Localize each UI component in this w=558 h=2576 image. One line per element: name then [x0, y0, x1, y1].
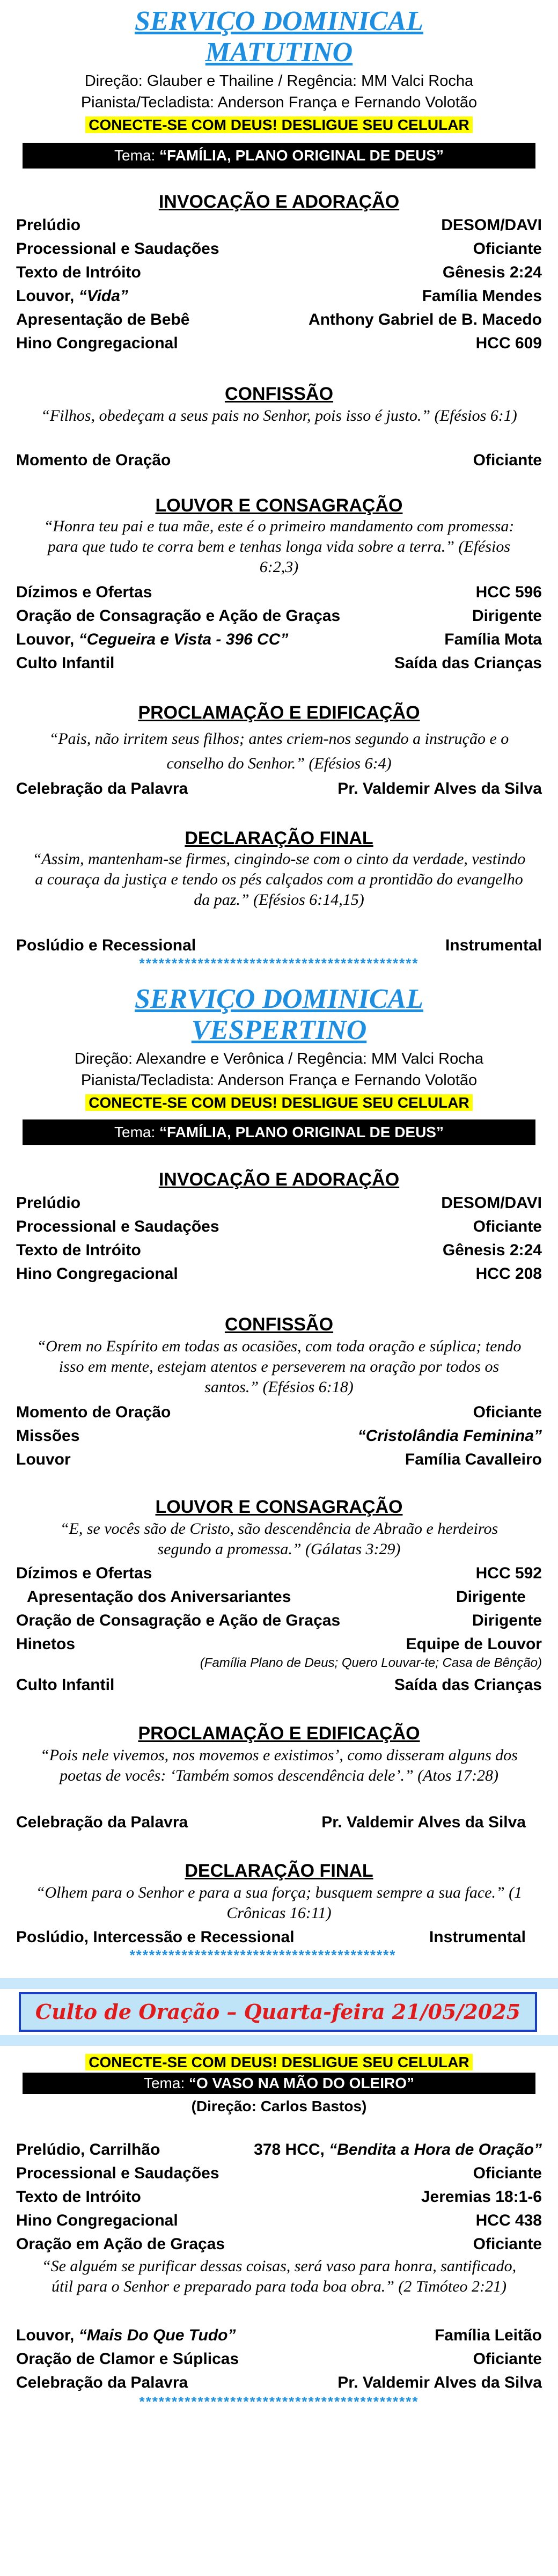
evening-s2-quote: “Orem no Espírito em todas as ocasiões, com toda oração e súplica; tendo isso em mente, estejam atentos e perseverem na oração por todos os santos.” (Efésios 6:18) — [36, 1337, 522, 1396]
row-label: Poslúdio e Recessional — [16, 936, 196, 954]
row-label: Celebração da Palavra — [16, 1813, 188, 1831]
program-row — [16, 308, 542, 332]
morning-direction: Direção: Glauber e Thailine / Regência: MM Valci Rocha — [84, 72, 474, 90]
row-label: Processional e Saudações — [16, 240, 219, 258]
row-value: Gênesis 2:24 — [442, 1241, 542, 1259]
program-row — [16, 1401, 542, 1424]
row-label: Prelúdio, Carrilhão — [16, 2141, 160, 2158]
evening-theme: “FAMÍLIA, PLANO ORIGINAL DE DEUS” — [159, 1124, 444, 1140]
row-value: HCC 208 — [475, 1265, 542, 1283]
row-label: Louvor — [16, 1451, 71, 1468]
row-value-wrap — [254, 2138, 542, 2162]
morning-connect-notice: CONECTE-SE COM DEUS! DESLIGUE SEU CELULAR — [85, 116, 472, 133]
evening-direction: Direção: Alexandre e Verônica / Regência: MM Valci Rocha — [75, 1050, 483, 1067]
program-row — [16, 2233, 542, 2256]
program-row — [16, 2185, 542, 2209]
star-divider: ******************************************* — [139, 2394, 419, 2410]
row-label: Celebração da Palavra — [16, 2374, 188, 2391]
evening-theme-banner — [23, 1119, 535, 1145]
evening-s1-title: INVOCAÇÃO E ADORAÇÃO — [158, 1169, 400, 1190]
evening-s4-title: PROCLAMAÇÃO E EDIFICAÇÃO — [138, 1723, 420, 1744]
program-row — [16, 237, 542, 261]
morning-s5-title: DECLARAÇÃO FINAL — [185, 828, 373, 848]
morning-theme-label: Tema: — [114, 147, 156, 164]
row-value: Dirigente — [472, 1612, 542, 1629]
row-value: Família Mota — [444, 631, 542, 648]
row-label: Texto de Intróito — [16, 2188, 141, 2206]
row-value: Oficiante — [473, 2164, 542, 2182]
row-label: Oração em Ação de Graças — [16, 2235, 225, 2253]
star-divider: ***************************************** — [129, 1947, 397, 1963]
hinetos-note: (Família Plano de Deus; Quero Louvar-te; Casa de Bênção) — [200, 1656, 542, 1670]
row-value: HCC 438 — [475, 2212, 542, 2229]
morning-theme-banner — [23, 143, 535, 169]
prayer-theme-label: Tema: — [143, 2075, 185, 2091]
row-label-wrap — [16, 628, 288, 652]
evening-title-line2: VESPERTINO — [191, 1015, 367, 1045]
row-value: “Cristolândia Feminina” — [357, 1427, 542, 1445]
program-row — [16, 2162, 542, 2185]
row-value: Oficiante — [473, 1218, 542, 1235]
row-label: Hino Congregacional — [16, 1265, 178, 1283]
evening-s3-title: LOUVOR E CONSAGRAÇÃO — [155, 1497, 403, 1517]
program-row — [16, 2324, 542, 2347]
evening-connect-wrap — [0, 1092, 558, 1114]
row-value: Oficiante — [473, 1403, 542, 1421]
row-value: Oficiante — [473, 2235, 542, 2253]
section-separator — [0, 1978, 558, 1989]
evening-connect-notice: CONECTE-SE COM DEUS! DESLIGUE SEU CELULAR — [85, 1094, 472, 1111]
row-value: HCC 592 — [475, 1564, 542, 1582]
row-value: Saída das Crianças — [394, 1676, 542, 1694]
morning-s1-title: INVOCAÇÃO E ADORAÇÃO — [158, 192, 400, 212]
row-value: Pr. Valdemir Alves da Silva — [321, 1813, 526, 1831]
prayer-service-title: Culto de Oração – Quarta-feira 21/05/2025 — [19, 1992, 537, 2032]
evening-s5-quote: “Olhem para o Senhor e para a sua força; busquem sempre a sua face.” (1 Crônicas 16:11) — [35, 1884, 523, 1922]
row-value: Pr. Valdemir Alves da Silva — [337, 2374, 542, 2391]
program-row — [16, 2371, 542, 2395]
row-value: Saída das Crianças — [394, 654, 542, 672]
morning-s5-quote: “Assim, mantenham-se firmes, cingindo-se com o cinto da verdade, vestindo a couraça da justiça e tendo os pés calçados com a prontidão do evangelho da paz.” (Efésios 6:14,15) — [32, 850, 526, 909]
program-row — [16, 1215, 542, 1239]
row-value: Família Mendes — [422, 287, 542, 305]
row-value: Jeremias 18:1-6 — [421, 2188, 542, 2206]
row-value: Equipe de Louvor — [406, 1635, 542, 1653]
row-label: Dízimos e Ofertas — [16, 583, 152, 601]
row-label: Oração de Clamor e Súplicas — [16, 2350, 239, 2368]
song-title: “Vida” — [78, 287, 128, 305]
program-row — [16, 2138, 542, 2162]
morning-s4-title: PROCLAMAÇÃO E EDIFICAÇÃO — [138, 702, 420, 723]
program-row — [16, 652, 542, 675]
row-value: Oficiante — [473, 451, 542, 469]
program-row — [16, 1262, 542, 1286]
evening-s4-quote: “Pois nele vivemos, nos movemos e existimos’, como disseram alguns dos poetas de vocês: ‘Também somos descendência dele’.” (Atos 17:28) — [40, 1746, 518, 1784]
program-row — [16, 261, 542, 284]
row-label: Missões — [16, 1427, 80, 1445]
morning-title-line2: MATUTINO — [205, 37, 353, 68]
hinetos-note-row — [16, 1654, 542, 1672]
row-value: HCC 609 — [475, 334, 542, 352]
prayer-quote: “Se alguém se purificar dessas coisas, será vaso para honra, santificado, útil para o Senhor e preparado para toda boa obra.” (2 Timóteo 2:21) — [41, 2257, 517, 2295]
row-value: Família Leitão — [434, 2326, 542, 2344]
evening-pianists: Pianista/Tecladista: Anderson França e Fernando Volotão — [80, 1072, 478, 1089]
program-row — [16, 1448, 542, 1472]
row-label: Celebração da Palavra — [16, 780, 188, 797]
prayer-direction: (Direção: Carlos Bastos) — [191, 2098, 367, 2114]
program-row — [16, 1424, 542, 1448]
program-row — [16, 1633, 542, 1656]
row-label: Louvor, — [16, 2326, 75, 2344]
morning-s3-title: LOUVOR E CONSAGRAÇÃO — [155, 495, 403, 516]
row-value: DESOM/DAVI — [441, 216, 542, 234]
morning-connect-wrap — [0, 114, 558, 136]
row-label: Texto de Intróito — [16, 264, 141, 281]
program-row — [16, 581, 542, 604]
row-label-wrap — [16, 284, 128, 308]
row-label: Culto Infantil — [16, 1676, 115, 1694]
section-separator — [0, 2035, 558, 2046]
row-label: Momento de Oração — [16, 451, 171, 469]
row-label: Hino Congregacional — [16, 334, 178, 352]
hymn-number: 378 HCC, — [254, 2141, 325, 2158]
row-value: Família Cavalleiro — [405, 1451, 542, 1468]
prayer-theme: “O VASO NA MÃO DO OLEIRO” — [189, 2075, 415, 2091]
row-value: Oficiante — [473, 2350, 542, 2368]
row-label: Hino Congregacional — [16, 2212, 178, 2229]
program-row — [16, 1585, 542, 1609]
star-divider: ******************************************* — [139, 955, 419, 971]
morning-title-line1: SERVIÇO DOMINICAL — [134, 6, 423, 36]
program-row — [16, 284, 542, 308]
evening-theme-label: Tema: — [114, 1124, 156, 1140]
evening-s3-quote: “E, se vocês são de Cristo, são descendência de Abraão e herdeiros segundo a promessa.” (Gálatas 3:29) — [60, 1520, 498, 1558]
row-label: Louvor, — [16, 631, 75, 648]
morning-s4-quote: “Pais, não irritem seus filhos; antes criem-nos segundo a instrução e o conselho do Senhor.” (Efésios 6:4) — [49, 730, 509, 772]
row-label: Oração de Consagração e Ação de Graças — [16, 1612, 341, 1629]
program-row — [16, 1562, 542, 1585]
row-value: DESOM/DAVI — [441, 1194, 542, 1212]
evening-s2-title: CONFISSÃO — [224, 1314, 334, 1335]
hymn-title: “Bendita a Hora de Oração” — [329, 2141, 542, 2158]
program-row — [16, 332, 542, 355]
morning-s2-title: CONFISSÃO — [224, 384, 334, 404]
prayer-connect-notice: CONECTE-SE COM DEUS! DESLIGUE SEU CELULAR — [85, 2054, 472, 2070]
row-value: Instrumental — [445, 936, 542, 954]
row-value: Oficiante — [473, 240, 542, 258]
morning-theme: “FAMÍLIA, PLANO ORIGINAL DE DEUS” — [159, 147, 444, 164]
program-row — [16, 449, 542, 472]
row-label: Texto de Intróito — [16, 1241, 141, 1259]
row-label: Processional e Saudações — [16, 2164, 219, 2182]
morning-s3-quote: “Honra teu pai e tua mãe, este é o primeiro mandamento com promessa: para que tudo te corra bem e tenhas longa vida sobre a terra.” (Efésios 6:2,3) — [43, 517, 515, 576]
row-label: Apresentação dos Aniversariantes — [27, 1588, 291, 1606]
evening-s5-title: DECLARAÇÃO FINAL — [185, 1861, 373, 1881]
row-label: Momento de Oração — [16, 1403, 171, 1421]
program-row — [16, 934, 542, 957]
song-title: “Mais Do Que Tudo” — [78, 2326, 236, 2344]
row-value: Pr. Valdemir Alves da Silva — [337, 780, 542, 797]
row-label: Dízimos e Ofertas — [16, 1564, 152, 1582]
morning-s2-quote: “Filhos, obedeçam a seus pais no Senhor, pois isso é justo.” (Efésios 6:1) — [41, 407, 517, 425]
row-label: Poslúdio, Intercessão e Recessional — [16, 1928, 295, 1946]
program-row — [16, 1811, 542, 1834]
row-label: Culto Infantil — [16, 654, 115, 672]
prayer-connect-wrap — [0, 2051, 558, 2074]
program-row — [16, 214, 542, 237]
program-row — [16, 628, 542, 652]
row-label-wrap — [16, 2324, 236, 2347]
row-value: HCC 596 — [475, 583, 542, 601]
row-value: Dirigente — [472, 607, 542, 625]
program-row — [16, 2347, 542, 2371]
program-row — [16, 777, 542, 801]
program-row — [16, 2209, 542, 2233]
prayer-theme-banner — [23, 2073, 535, 2094]
row-label: Processional e Saudações — [16, 1218, 219, 1235]
evening-title-line1: SERVIÇO DOMINICAL — [134, 984, 423, 1014]
row-label: Prelúdio — [16, 216, 81, 234]
row-label: Apresentação de Bebê — [16, 311, 190, 328]
row-label: Louvor, — [16, 287, 75, 305]
row-label: Prelúdio — [16, 1194, 81, 1212]
row-value: Gênesis 2:24 — [442, 264, 542, 281]
row-value: Anthony Gabriel de B. Macedo — [308, 311, 542, 328]
row-label: Hinetos — [16, 1635, 76, 1653]
program-row — [16, 1239, 542, 1262]
morning-pianists: Pianista/Tecladista: Anderson França e Fernando Volotão — [80, 94, 478, 111]
program-row — [16, 1673, 542, 1697]
song-title: “Cegueira e Vista - 396 CC” — [78, 631, 289, 648]
row-value: Dirigente — [456, 1588, 526, 1606]
program-row — [16, 604, 542, 628]
program-row — [16, 1191, 542, 1215]
row-label: Oração de Consagração e Ação de Graças — [16, 607, 341, 625]
program-row — [16, 1609, 542, 1633]
program-row — [16, 1926, 542, 1949]
row-value: Instrumental — [429, 1928, 526, 1946]
